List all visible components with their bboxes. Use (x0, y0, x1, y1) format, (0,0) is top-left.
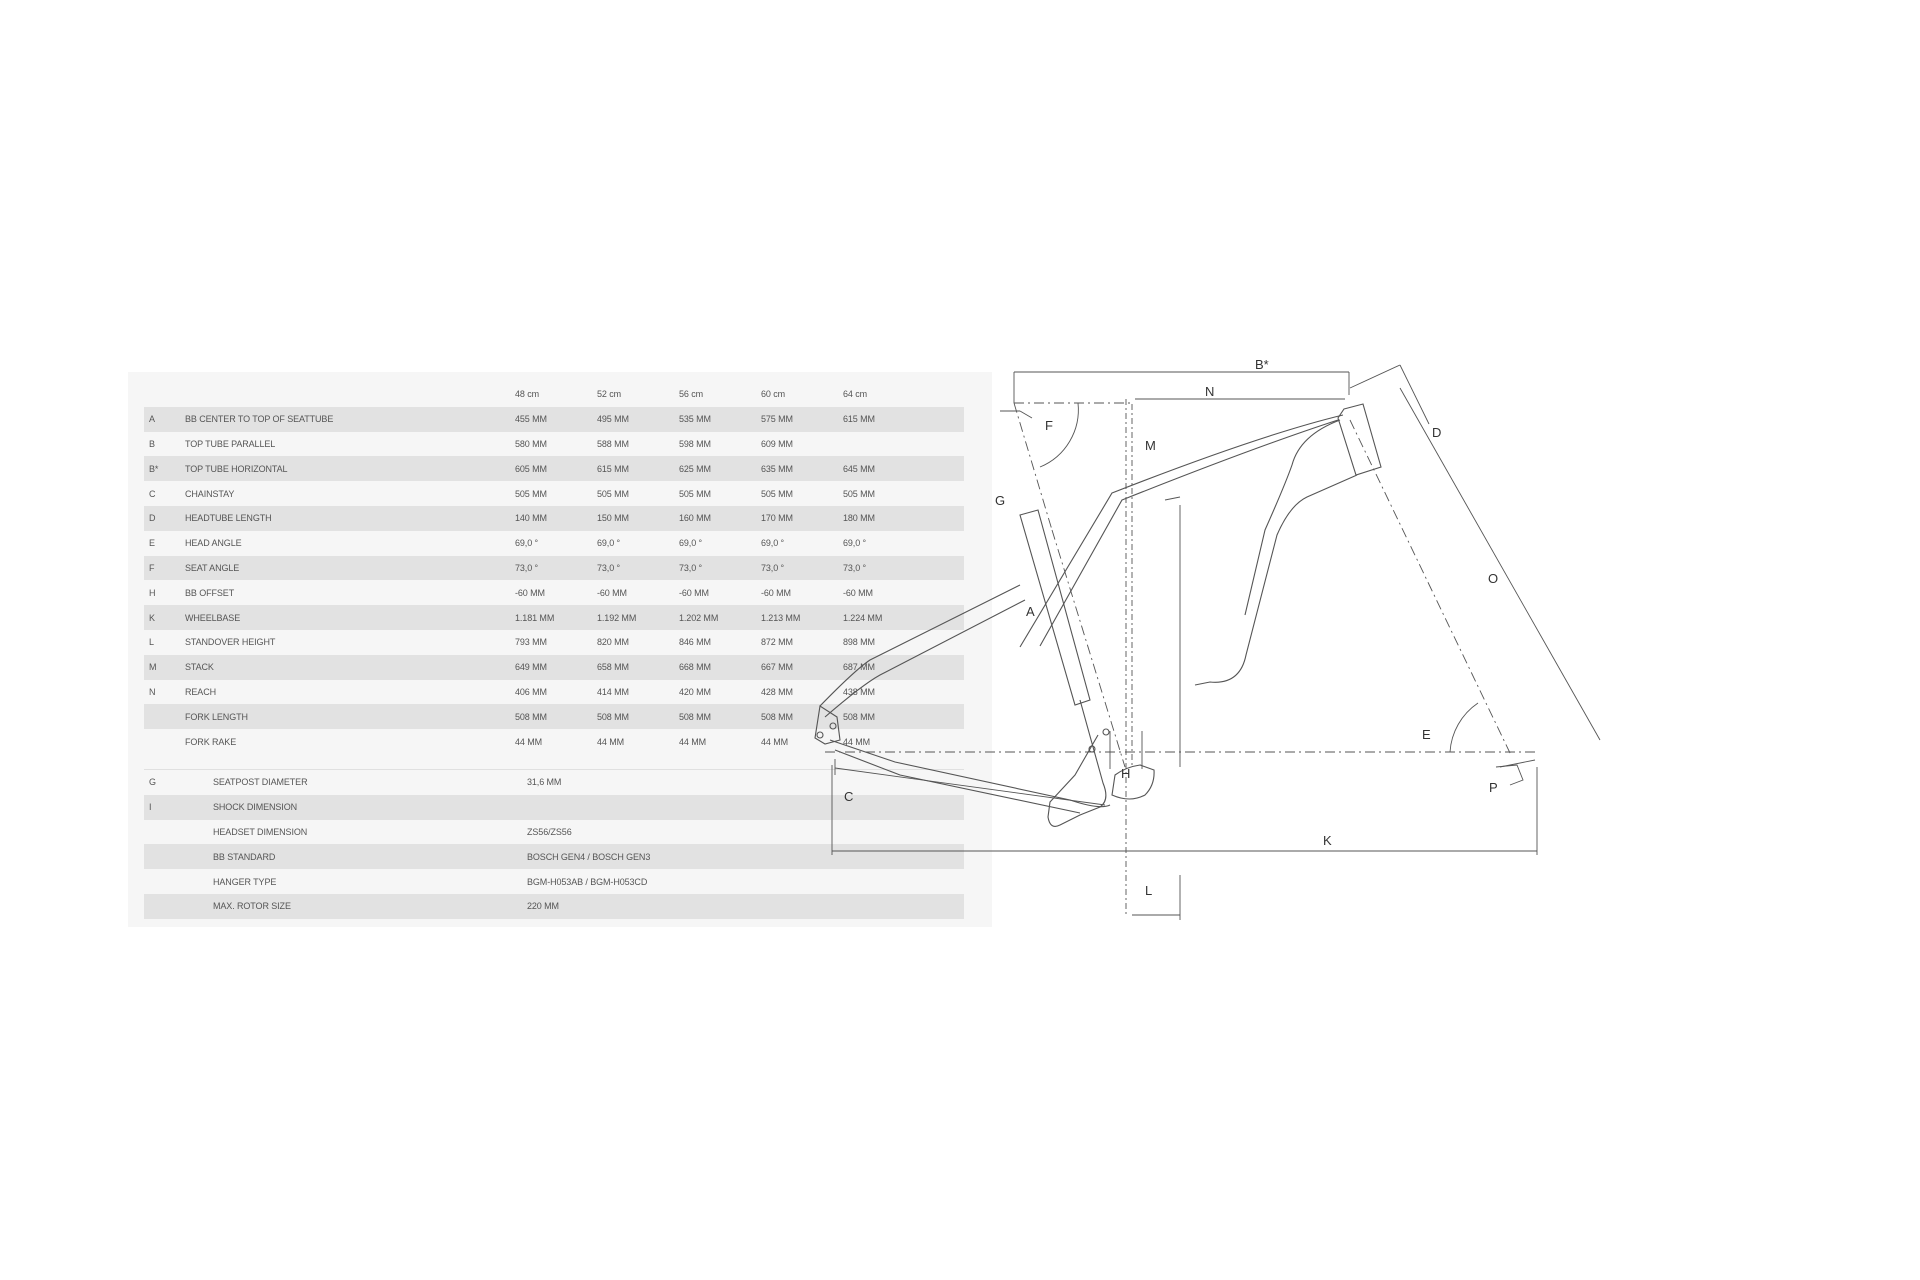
row-code: M (144, 655, 185, 680)
row-label: STANDOVER HEIGHT (185, 637, 276, 648)
row-value: 69,0 ° (515, 538, 539, 549)
table-row (144, 655, 964, 680)
spec-row (144, 795, 964, 820)
size-header: 52 cm (597, 389, 622, 400)
row-value: -60 MM (597, 587, 627, 598)
row-value: 140 MM (515, 506, 597, 531)
row-value: 872 MM (761, 637, 793, 648)
row-value: 69,0 ° (679, 538, 703, 549)
spec-value: 31,6 MM (527, 777, 562, 788)
row-value: 793 MM (515, 637, 547, 648)
row-label: BB OFFSET (185, 587, 235, 598)
spec-row (144, 820, 964, 845)
row-value: 73,0 ° (515, 556, 597, 581)
row-value: -60 MM (843, 587, 873, 598)
row-value: 414 MM (597, 686, 629, 697)
row-value: 658 MM (597, 655, 679, 680)
row-value: 160 MM (679, 506, 761, 531)
spec-label: MAX. ROTOR SIZE (213, 894, 527, 919)
label-n: N (1205, 384, 1215, 399)
row-code: B* (144, 456, 185, 481)
row-value: 508 MM (843, 704, 925, 729)
label-o: O (1488, 571, 1499, 586)
spec-row (144, 894, 964, 919)
row-value: 69,0 ° (843, 538, 867, 549)
row-code: A (144, 407, 185, 432)
row-value: -60 MM (515, 587, 545, 598)
table-row (144, 481, 964, 506)
row-label: FORK RAKE (185, 736, 237, 747)
spec-code (144, 820, 213, 845)
row-value: 73,0 ° (679, 556, 761, 581)
row-value: 180 MM (843, 506, 925, 531)
row-value: 420 MM (679, 686, 711, 697)
table-row (144, 531, 964, 556)
row-label: WHEELBASE (185, 605, 515, 630)
row-code: E (149, 538, 155, 549)
row-value: 505 MM (843, 488, 875, 499)
row-label: SEAT ANGLE (185, 556, 515, 581)
row-value: 455 MM (515, 407, 597, 432)
label-g: G (995, 493, 1006, 508)
row-value: 668 MM (679, 655, 761, 680)
row-value: 535 MM (679, 407, 761, 432)
row-label: HEAD ANGLE (185, 538, 242, 549)
row-code (144, 704, 185, 729)
spec-row (144, 869, 964, 894)
row-value: 1.213 MM (761, 605, 843, 630)
label-a: A (1026, 604, 1035, 619)
row-code: D (144, 506, 185, 531)
row-value: 505 MM (515, 488, 547, 499)
row-code: B (149, 438, 155, 449)
spec-row (144, 844, 964, 869)
row-label: TOP TUBE HORIZONTAL (185, 456, 515, 481)
row-value: 508 MM (597, 704, 679, 729)
row-code: L (149, 637, 154, 648)
row-label: TOP TUBE PARALLEL (185, 438, 276, 449)
row-code: C (149, 488, 156, 499)
label-h: H (1121, 766, 1131, 781)
label-e: E (1422, 727, 1431, 742)
table-row (144, 556, 964, 581)
row-value: 150 MM (597, 506, 679, 531)
spec-code: I (144, 795, 213, 820)
row-value: 495 MM (597, 407, 679, 432)
row-value: 605 MM (515, 456, 597, 481)
row-value: 505 MM (679, 488, 711, 499)
row-value: 44 MM (761, 736, 789, 747)
row-label: BB CENTER TO TOP OF SEATTUBE (185, 407, 515, 432)
spec-code (144, 844, 213, 869)
row-value: 1.192 MM (597, 605, 679, 630)
row-label: CHAINSTAY (185, 488, 235, 499)
row-value: 44 MM (515, 736, 543, 747)
spec-value: BGM-H053AB / BGM-H053CD (527, 876, 648, 887)
table-row (144, 580, 964, 605)
spec-code (144, 869, 213, 894)
row-value: 505 MM (761, 488, 793, 499)
row-value: 170 MM (761, 506, 843, 531)
row-value: 508 MM (679, 704, 761, 729)
row-code: H (149, 587, 156, 598)
row-value: 1.224 MM (843, 605, 925, 630)
size-header-row (144, 382, 964, 407)
row-value: 898 MM (843, 637, 875, 648)
row-value: 73,0 ° (843, 556, 925, 581)
row-value: 615 MM (597, 456, 679, 481)
spec-value: ZS56/ZS56 (527, 826, 572, 837)
size-header: 60 cm (761, 389, 786, 400)
spec-value: 220 MM (527, 894, 964, 919)
row-value: 1.181 MM (515, 605, 597, 630)
row-code: K (144, 605, 185, 630)
spec-label: SEATPOST DIAMETER (213, 777, 308, 788)
row-label: STACK (185, 655, 515, 680)
table-row (144, 456, 964, 481)
size-header: 64 cm (843, 389, 868, 400)
row-value: 73,0 ° (597, 556, 679, 581)
spec-value (527, 795, 964, 820)
row-label: REACH (185, 686, 217, 697)
label-f: F (1045, 418, 1053, 433)
table-row (144, 630, 964, 655)
row-value: 44 MM (679, 736, 707, 747)
label-p: P (1489, 780, 1498, 795)
row-value: 635 MM (761, 456, 843, 481)
size-header: 56 cm (679, 389, 704, 400)
row-value: 575 MM (761, 407, 843, 432)
spec-label: BB STANDARD (213, 844, 527, 869)
geometry-table (144, 382, 964, 754)
spec-code (144, 894, 213, 919)
row-label: FORK LENGTH (185, 704, 515, 729)
row-value: 580 MM (515, 438, 547, 449)
table-row (144, 432, 964, 457)
row-code: N (149, 686, 156, 697)
spec-value: BOSCH GEN4 / BOSCH GEN3 (527, 844, 964, 869)
table-row (144, 407, 964, 432)
row-code (144, 729, 185, 754)
row-value: 609 MM (761, 438, 793, 449)
row-code: F (144, 556, 185, 581)
label-k: K (1323, 833, 1332, 848)
row-value: 645 MM (843, 456, 925, 481)
row-value: 615 MM (843, 407, 925, 432)
row-value: 588 MM (597, 438, 629, 449)
spec-code: G (149, 777, 156, 788)
table-row (144, 729, 964, 754)
spec-label: SHOCK DIMENSION (213, 795, 527, 820)
row-value: 406 MM (515, 686, 547, 697)
table-row (144, 605, 964, 630)
row-value: 428 MM (761, 686, 793, 697)
row-value: 44 MM (597, 736, 625, 747)
row-value: 598 MM (679, 438, 711, 449)
row-value (843, 432, 925, 457)
label-d: D (1432, 425, 1442, 440)
spec-label: HANGER TYPE (213, 876, 277, 887)
spec-label: HEADSET DIMENSION (213, 826, 308, 837)
size-header: 48 cm (515, 389, 540, 400)
row-value: 687 MM (843, 655, 925, 680)
label-m: M (1145, 438, 1156, 453)
row-value: -60 MM (679, 587, 709, 598)
geometry-panel (128, 372, 992, 927)
row-value: 438 MM (843, 686, 875, 697)
row-value: 44 MM (843, 736, 871, 747)
row-label: HEADTUBE LENGTH (185, 506, 515, 531)
spec-row (144, 770, 964, 795)
row-value: 508 MM (761, 704, 843, 729)
row-value: 1.202 MM (679, 605, 761, 630)
row-value: 667 MM (761, 655, 843, 680)
row-value: 73,0 ° (761, 556, 843, 581)
row-value: 508 MM (515, 704, 597, 729)
row-value: 846 MM (679, 637, 711, 648)
label-c: C (844, 789, 854, 804)
row-value: 69,0 ° (597, 538, 621, 549)
label-b-star: B* (1255, 357, 1269, 372)
label-l: L (1145, 883, 1153, 898)
row-value: 649 MM (515, 655, 597, 680)
row-value: 69,0 ° (761, 538, 785, 549)
table-row (144, 506, 964, 531)
row-value: 625 MM (679, 456, 761, 481)
row-value: 505 MM (597, 488, 629, 499)
table-row (144, 704, 964, 729)
row-value: -60 MM (761, 587, 791, 598)
row-value: 820 MM (597, 637, 629, 648)
spec-table (144, 769, 964, 919)
table-row (144, 680, 964, 705)
